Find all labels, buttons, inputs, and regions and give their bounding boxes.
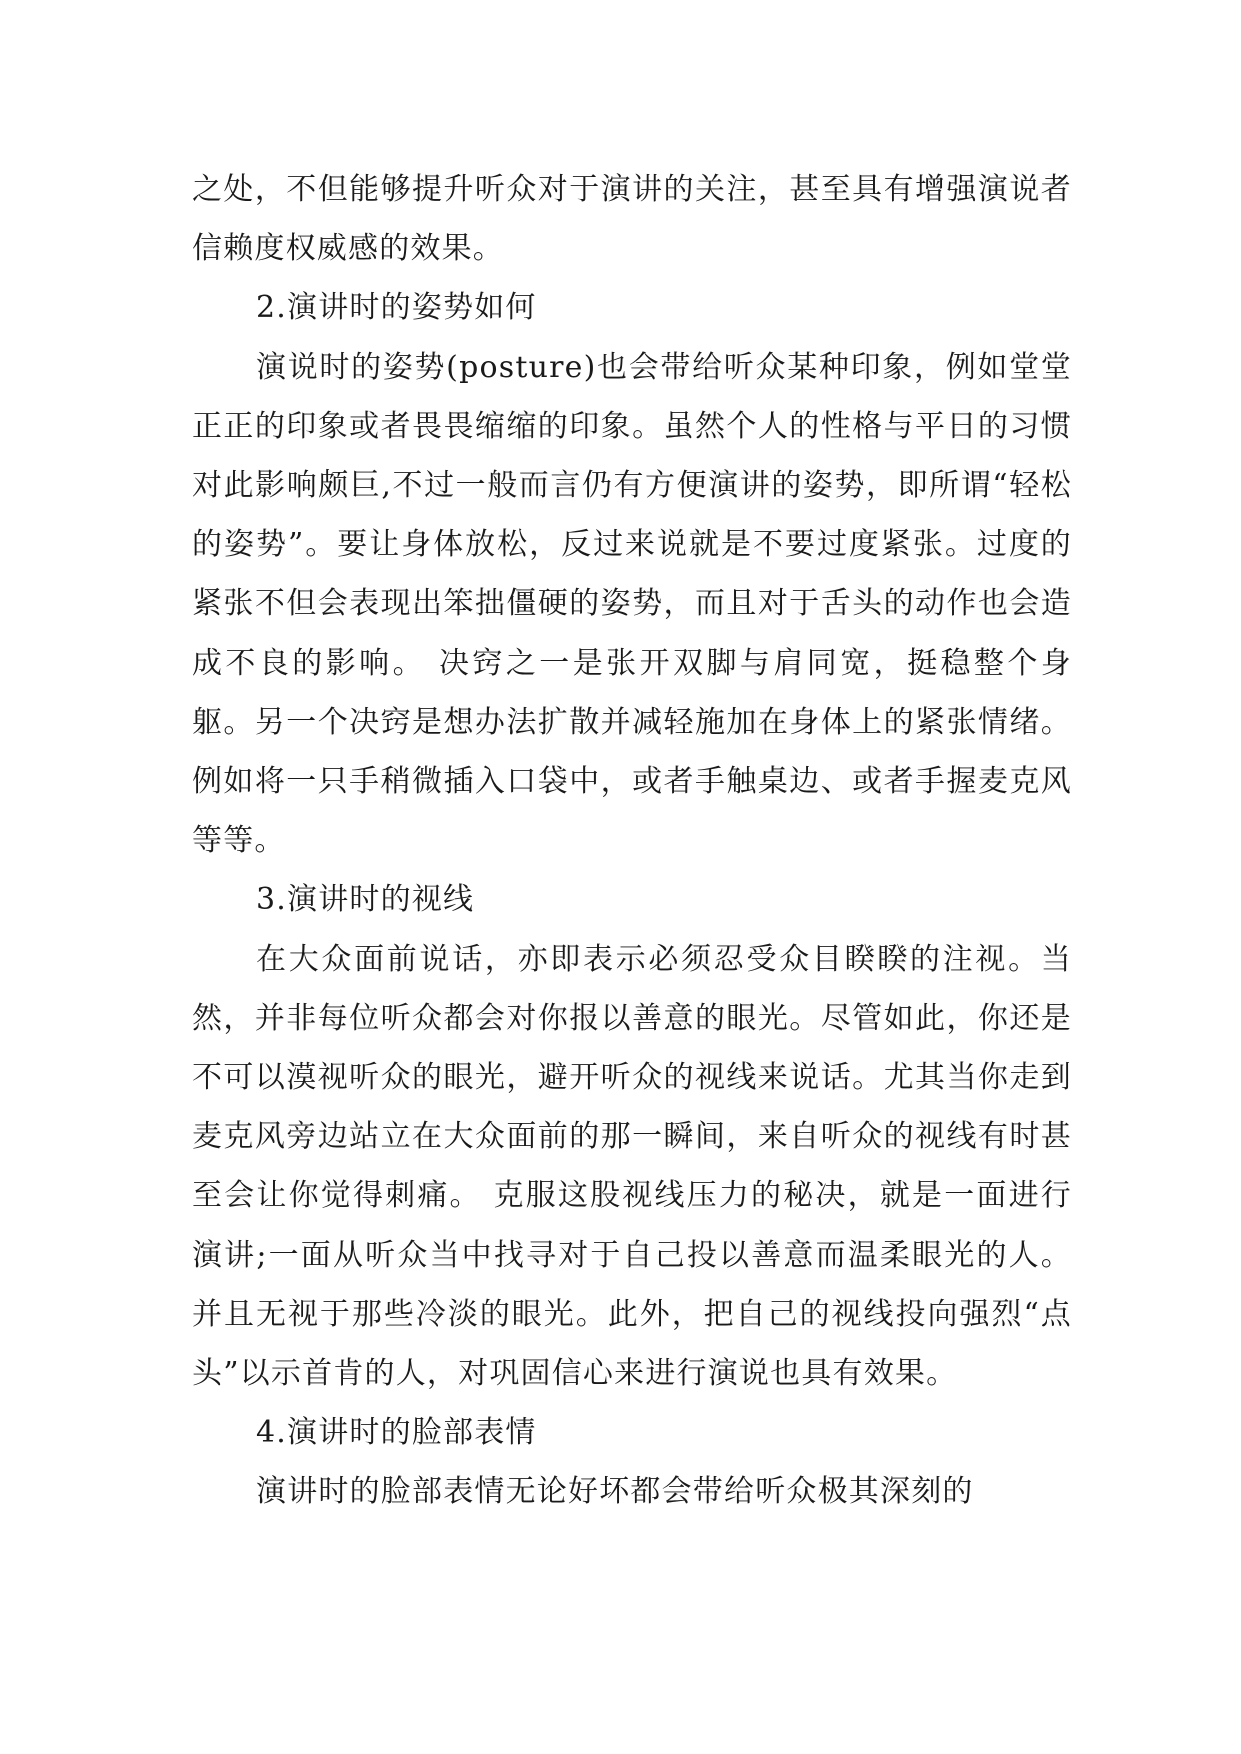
section-heading-facial-expression: 4.演讲时的脸部表情 (256, 1415, 537, 1451)
paragraph-continuation: 之处，不但能够提升听众对于演讲的关注，甚至具有增强演说者信赖度权威感的效果。 (192, 172, 1072, 267)
paragraph-posture: 演说时的姿势(posture)也会带给听众某种印象，例如堂堂正正的印象或者畏畏缩缩的印象。虽然个人的性格与平日的习惯对此影响颇巨,不过一般而言仍有方便演讲的姿势，即所谓“轻松的姿势”。要让身体放松，反过来说就是不要过度紧张。过度的紧张不但会表现出笨拙僵硬的姿势，而且对于舌头的动作也会造成不良的影响。 决窍之一是张开双脚与肩同宽，挺稳整个身躯。另一个决窍是想办法扩散并减轻施加在身体上的紧张情绪。例如将一只手稍微插入口袋中，或者手触桌边、或者手握麦克风等等。 (192, 349, 1072, 859)
paragraph-facial-expression: 演讲时的脸部表情无论好坏都会带给听众极其深刻的 (256, 1474, 974, 1510)
section-heading-posture: 2.演讲时的姿势如何 (256, 290, 537, 326)
section-heading-gaze: 3.演讲时的视线 (256, 882, 475, 918)
document-page (192, 160, 1072, 1522)
paragraph-gaze: 在大众面前说话，亦即表示必须忍受众目睽睽的注视。当然，并非每位听众都会对你报以善意的眼光。尽管如此，你还是不可以漠视听众的眼光，避开听众的视线来说话。尤其当你走到麦克风旁边站立在大众面前的那一瞬间，来自听众的视线有时甚至会让你觉得刺痛。 克服这股视线压力的秘决，就是一面进行演讲;一面从听众当中找寻对于自己投以善意而温柔眼光的人。并且无视于那些冷淡的眼光。此外，把自己的视线投向强烈“点头”以示首肯的人，对巩固信心来进行演说也具有效果。 (192, 941, 1072, 1392)
